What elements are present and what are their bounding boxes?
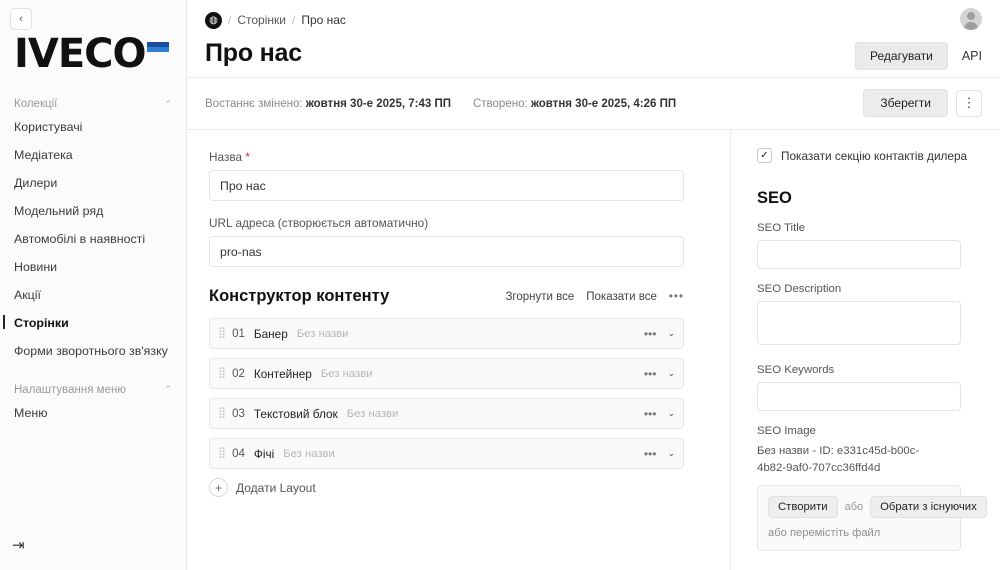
api-link[interactable]: API (961, 49, 982, 63)
add-layout-label: Додати Layout (236, 480, 316, 495)
breadcrumb (205, 10, 982, 30)
collapse-all-link[interactable]: Згорнути все (505, 290, 575, 303)
logo-text: IVECO (14, 31, 146, 77)
chevron-down-icon[interactable]: ⌄ (667, 368, 675, 378)
sidebar-section-menu-settings (0, 380, 186, 428)
row-more-icon[interactable]: ••• (643, 446, 657, 461)
layout-row-type: Банер (253, 326, 288, 341)
sidebar-item-pages[interactable]: Сторінки (0, 310, 186, 338)
layout-row-controls (644, 367, 675, 381)
row-more-icon[interactable]: ••• (643, 366, 657, 381)
seo-image-filename: Без назви - ID: e331c45d-b00c-4b82-9af0-707cc36ffd4d (757, 445, 920, 474)
layout-row-subtitle: Без назви (320, 367, 373, 380)
created-value: жовтня 30-е 2025, 4:26 ПП (530, 97, 677, 110)
main-area (187, 0, 1000, 570)
layout-row-type: Контейнер (253, 366, 312, 381)
create-image-button[interactable]: Створити (768, 496, 838, 518)
sidebar-item-vehicles-in-stock[interactable]: Автомобілі в наявності (14, 231, 146, 246)
seo-keywords-input[interactable] (757, 382, 961, 411)
more-options-button[interactable] (956, 90, 982, 117)
avatar-body (964, 22, 978, 30)
logo-accent-bars (147, 42, 169, 52)
chevron-down-icon[interactable]: ⌄ (667, 328, 675, 338)
choose-existing-button[interactable]: Обрати з існуючих (870, 496, 987, 518)
sidebar-section-header-collections[interactable] (0, 94, 186, 114)
drag-handle-icon[interactable]: ⣿ (218, 447, 226, 459)
name-input[interactable] (209, 170, 684, 201)
breadcrumb-link-pages[interactable]: Сторінки (237, 13, 286, 27)
layout-row[interactable] (209, 358, 684, 389)
layout-row-number: 03 (232, 407, 245, 420)
sidebar-item-news[interactable]: Новини (14, 259, 58, 274)
seo-title-input[interactable] (757, 240, 961, 269)
last-modified-value: жовтня 30-е 2025, 7:43 ПП (305, 97, 451, 110)
sidebar (0, 0, 187, 570)
chevron-down-icon[interactable]: ⌄ (667, 408, 675, 418)
dealer-contacts-checkbox-row[interactable] (757, 148, 982, 163)
breadcrumb-current: Про нас (301, 13, 346, 27)
layout-row-controls (644, 407, 675, 421)
name-label-text: Назва (209, 150, 243, 164)
sidebar-section-collections (0, 94, 186, 366)
seo-image-actions (768, 496, 977, 518)
seo-description-label: SEO Description (757, 283, 842, 295)
form-column (187, 130, 730, 570)
sidebar-item-menu[interactable]: Меню (14, 405, 48, 420)
seo-keywords-label: SEO Keywords (757, 364, 835, 376)
drop-hint: або перемістіть файл (768, 527, 881, 540)
page-title: Про нас (205, 39, 302, 67)
created (473, 98, 676, 110)
chevron-down-icon[interactable]: ⌄ (667, 448, 675, 458)
content-builder-actions (505, 291, 684, 303)
seo-image-label: SEO Image (757, 425, 816, 437)
seo-title-label: SEO Title (757, 222, 806, 234)
edit-button[interactable]: Редагувати (855, 42, 948, 70)
chevron-up-icon: ⌃ (164, 384, 172, 395)
layout-row-subtitle: Без назви (346, 407, 399, 420)
expand-all-link[interactable]: Показати все (586, 290, 657, 303)
seo-description-input[interactable] (757, 301, 961, 345)
home-icon[interactable]: ◍ (205, 12, 222, 29)
checkbox-icon[interactable]: ✓ (757, 148, 772, 163)
layout-row-subtitle: Без назви (283, 447, 335, 460)
kebab-icon: ⋮ (962, 95, 976, 110)
layout-row-controls (644, 327, 675, 341)
add-layout-button[interactable] (209, 478, 708, 497)
sidebar-item-feedback-forms[interactable]: Форми зворотнього зв'язку (14, 343, 168, 358)
or-label: або (844, 501, 864, 514)
chevron-left-icon: ‹ (19, 12, 23, 25)
layout-row[interactable] (209, 438, 684, 469)
avatar-head (967, 12, 975, 20)
layout-row[interactable] (209, 398, 684, 429)
sidebar-section-header-menu-settings[interactable] (0, 380, 186, 400)
breadcrumb-separator: / (228, 13, 232, 27)
topbar (187, 0, 1000, 78)
sidebar-item-media[interactable]: Медіатека (14, 147, 73, 162)
last-modified-label: Востаннє змінено: (205, 97, 303, 110)
url-label: URL адреса (створюється автоматично) (209, 216, 429, 230)
field-seo-title (757, 222, 982, 269)
field-seo-image (757, 425, 982, 551)
layout-row-number: 04 (232, 447, 245, 460)
content-builder-title: Конструктор контенту (209, 287, 390, 305)
layout-row-type: Фічі (253, 446, 275, 461)
layout-row[interactable] (209, 318, 684, 349)
layout-row-subtitle: Без назви (296, 327, 349, 340)
row-more-icon[interactable]: ••• (643, 326, 657, 341)
created-label: Створено: (472, 97, 528, 110)
save-button[interactable]: Зберегти (863, 89, 948, 117)
chevron-up-icon: ⌃ (164, 98, 172, 109)
field-seo-description (757, 283, 982, 350)
sidebar-section-title: Колекції (14, 98, 58, 110)
logout-icon[interactable]: ⇥ (12, 537, 25, 554)
layout-row-controls (644, 447, 675, 461)
sidebar-section-title: Налаштування меню (14, 383, 126, 396)
dealer-contacts-label: Показати секцію контактів дилера (781, 148, 968, 163)
content (187, 130, 1000, 570)
top-actions (855, 42, 982, 70)
url-input[interactable] (209, 236, 684, 267)
meta-bar (187, 78, 1000, 130)
name-label (209, 150, 708, 164)
field-name (209, 150, 708, 201)
layout-row-type: Текстовий блок (253, 406, 338, 421)
required-asterisk: * (245, 150, 250, 164)
seo-heading: SEO (757, 189, 792, 207)
field-url (209, 216, 708, 267)
row-more-icon[interactable]: ••• (643, 406, 657, 421)
field-seo-keywords (757, 364, 982, 411)
plus-icon: + (209, 478, 228, 497)
builder-more-icon[interactable]: ••• (668, 290, 684, 303)
sidebar-item-model-range[interactable]: Модельний ряд (14, 203, 104, 218)
drag-handle-icon[interactable]: ⣿ (218, 327, 226, 339)
avatar[interactable] (960, 8, 982, 30)
breadcrumb-separator: / (291, 13, 296, 27)
sidebar-item-dealers[interactable]: Дилери (14, 175, 58, 190)
last-modified (205, 98, 451, 110)
seo-image-dropzone[interactable] (757, 485, 977, 551)
layout-row-number: 01 (232, 327, 245, 340)
sidebar-item-promotions[interactable]: Акції (14, 287, 41, 302)
drag-handle-icon[interactable]: ⣿ (218, 367, 226, 379)
seo-column (730, 130, 1000, 570)
sidebar-collapse-button[interactable] (10, 8, 32, 30)
layout-row-number: 02 (232, 367, 245, 380)
sidebar-item-users[interactable]: Користувачі (14, 120, 83, 134)
content-builder-header (209, 287, 684, 306)
drag-handle-icon[interactable]: ⣿ (218, 407, 226, 419)
meta-actions (863, 89, 982, 117)
